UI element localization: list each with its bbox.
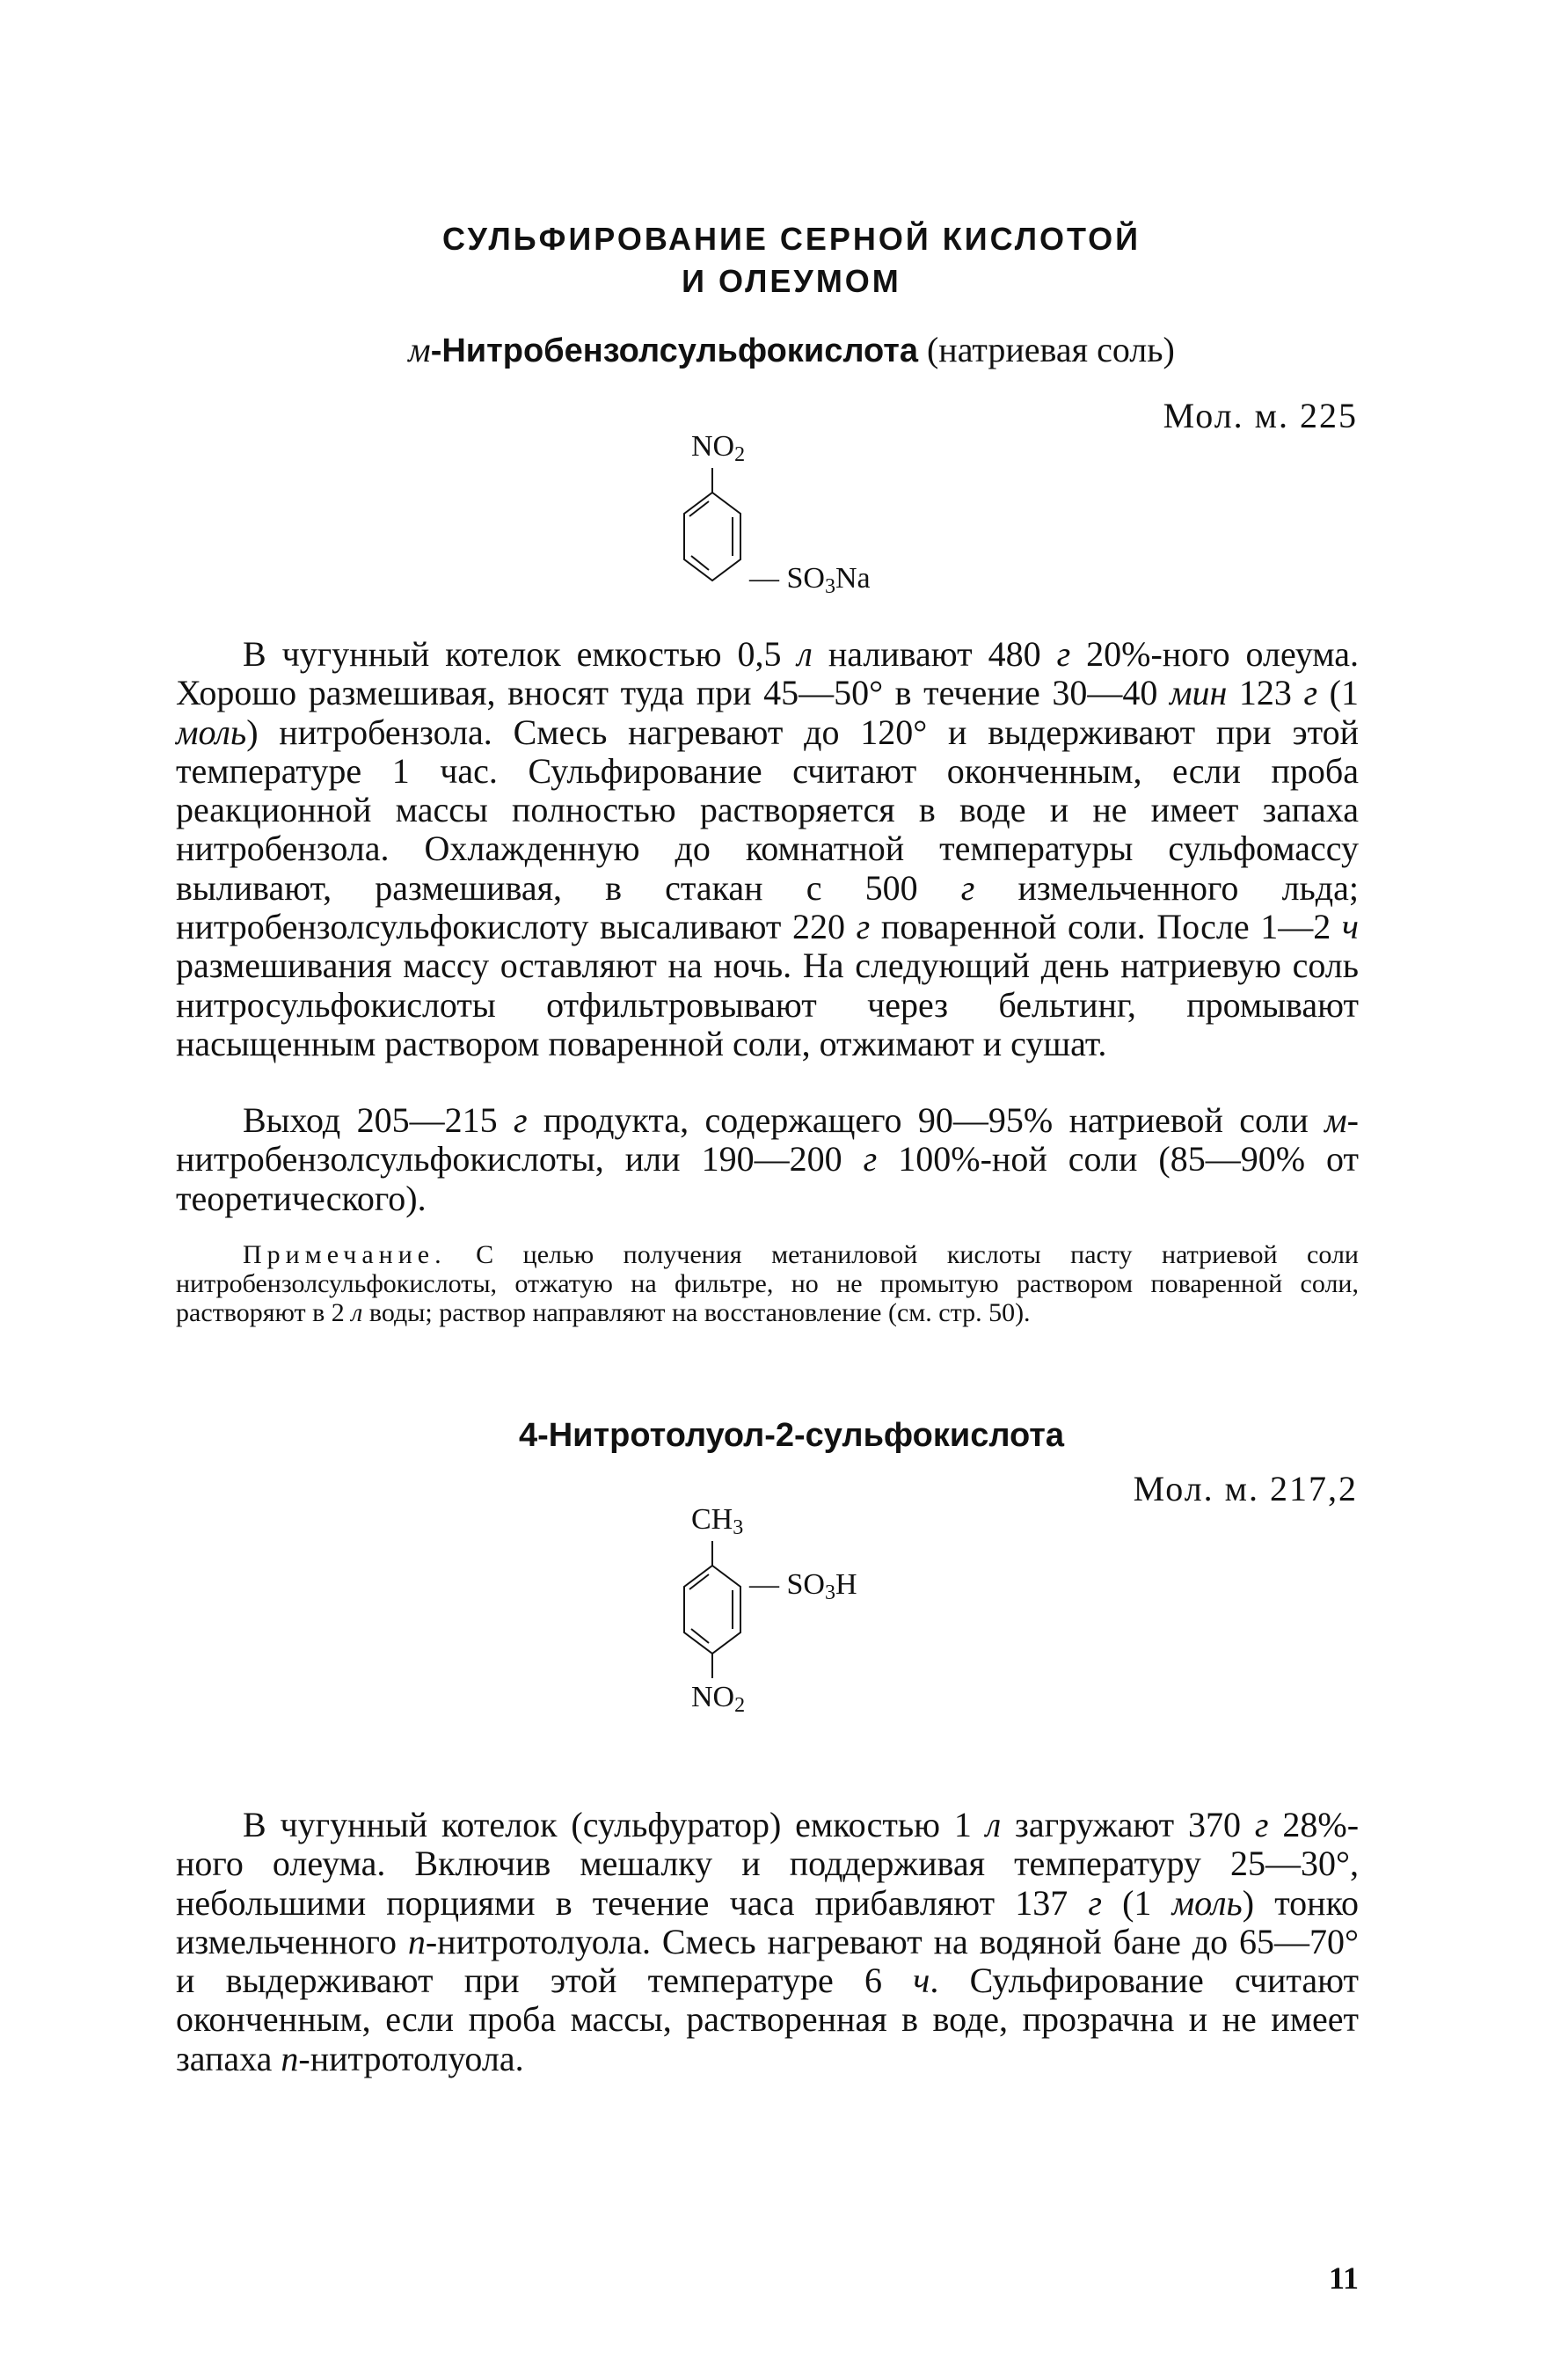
note-label: Примечание. — [243, 1240, 447, 1269]
compound1-note: Примечание. С целью получения метаниловой кислоты пасту натриевой соли нитробензолсульфокислоты, отжатую на фильтре, но не промытую раствором поваренной соли, растворяют в 2 л воды; раствор направляют на восстановление (см. стр. 50). — [176, 1240, 1359, 1327]
benzene-ring-1 — [677, 431, 941, 642]
compound1-yield: Выход 205—215 г продукта, содержащего 90—95% натриевой соли м-нитробензолсульфокислоты, или 190—200 г 100%-ной соли (85—90% от теоретического). — [176, 1100, 1360, 1218]
section-title-line2: И ОЛЕУМОМ — [682, 263, 901, 299]
compound1-prefix: м — [408, 330, 431, 369]
structure2-top-group: $CH_3$ — [691, 1503, 744, 1539]
structure1-side-group: — $SO_3Na$ — [749, 562, 871, 598]
compound1-suffix: (натриевая соль) — [917, 330, 1175, 369]
compound2-mol-weight: Мол. м. 217,2 — [1133, 1469, 1358, 1508]
compound2-title: 4-Нитротолуол-2-сульфокислота — [518, 1417, 1065, 1454]
compound2-structure — [677, 1504, 941, 1785]
page-number: 11 — [1328, 2260, 1359, 2296]
structure2-bottom-group: $NO_2$ — [691, 1681, 746, 1717]
structure1-top-group: $NO_2$ — [691, 430, 746, 466]
structure2-side-group: — $SO_3H$ — [749, 1568, 857, 1604]
benzene-ring-2 — [677, 1504, 941, 1785]
compound1-structure — [677, 431, 941, 642]
section-title-line1: СУЛЬФИРОВАНИЕ СЕРНОЙ КИСЛОТОЙ — [442, 221, 1141, 257]
compound1-name: -Нитробензолсульфокислота — [430, 332, 918, 369]
compound2-procedure: В чугунный котелок (сульфуратор) емкостью 1 л загружают 370 г 28%-ного олеума. Включив мешалку и поддерживая температуру 25—30°, небольшими порциями в течение часа прибавляют 137 г (1 моль) тонко измельченного п-нитротолуола. Смесь нагревают на водяной бане до 65—70° и выдерживают при этой температуре 6 ч. Сульфирование считают оконченным, если проба массы, растворенная в воде, прозрачна и не имеет запаха п-нитротолуола. — [176, 1805, 1360, 2078]
compound1-mol-weight: Мол. м. 225 — [1163, 396, 1358, 435]
compound1-title — [176, 327, 1407, 374]
compound1-procedure: В чугунный котелок емкостью 0,5 л наливают 480 г 20%-ного олеума. Хорошо размешивая, вносят туда при 45—50° в течение 30—40 мин 123 г (1 моль) нитробензола. Смесь нагревают до 120° и выдерживают при этой температуре 1 час. Сульфирование считают оконченным, если проба реакционной массы полностью растворяется в воде и не имеет запаха нитробензола. Охлажденную до комнатной температуры сульфомассу выливают, размешивая, в стакан с 500 г измельченного льда; нитробензолсульфокислоту высаливают 220 г поваренной соли. После 1—2 ч размешивания массу оставляют на ночь. На следующий день натриевую соль нитросульфокислоты отфильтровывают через бельтинг, промывают насыщенным раствором поваренной соли, отжимают и сушат. — [176, 634, 1359, 1063]
